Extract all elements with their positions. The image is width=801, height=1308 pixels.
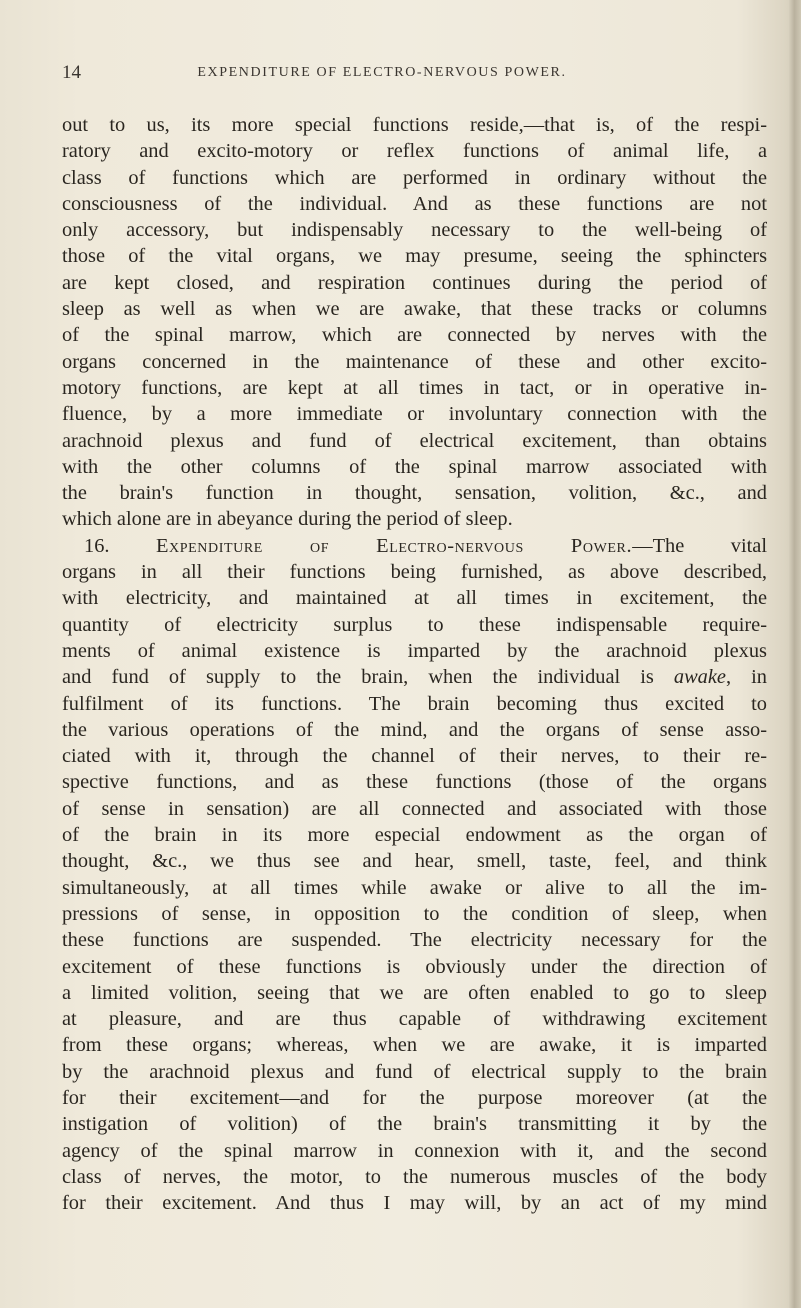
text-line: agency of the spinal marrow in connexion with it, and the second <box>62 1139 767 1162</box>
italic-word: awake <box>673 666 726 689</box>
text-line: spective functions, and as these functions (those of the organs <box>62 771 767 794</box>
text-line: motory functions, are kept at all times in tact, or in operative in- <box>62 376 767 399</box>
text-line: organs in all their functions being furnished, as above described, <box>62 561 767 584</box>
section-heading-line <box>62 533 767 559</box>
body-text <box>62 112 767 1216</box>
text-line: the various operations of the mind, and the organs of sense asso- <box>62 718 767 741</box>
text-line: ciated with it, through the channel of their nerves, to their re- <box>62 745 767 768</box>
text-line: the brain's function in thought, sensation, volition, &c., and <box>62 482 767 505</box>
text-line: thought, &c., we thus see and hear, smell, taste, feel, and think <box>62 850 767 873</box>
text-line: those of the vital organs, we may presume, seeing the sphincters <box>62 245 767 268</box>
page-edge <box>789 0 801 1308</box>
text-line: these functions are suspended. The electricity necessary for the <box>62 929 767 952</box>
text-line: class of functions which are performed in ordinary without the <box>62 166 767 189</box>
text-line: of the brain in its more especial endowment as the organ of <box>62 824 767 847</box>
text-line: out to us, its more special functions reside,—that is, of the respi- <box>62 114 767 136</box>
text-line: consciousness of the individual. And as these functions are not <box>62 192 767 215</box>
running-head <box>62 62 742 86</box>
section-heading-rest: —The vital <box>632 534 767 557</box>
text-line: for their excitement. And thus I may will, by an act of my mind <box>62 1192 767 1215</box>
running-title: EXPENDITURE OF ELECTRO-NERVOUS POWER. <box>197 65 567 80</box>
text-line: only accessory, but indispensably necessary to the well-being of <box>62 219 767 242</box>
text-segment: , in <box>725 666 767 689</box>
text-line: with the other columns of the spinal marrow associated with <box>62 455 767 478</box>
text-line: with electricity, and maintained at all times in excitement, the <box>62 587 767 610</box>
text-line: by the arachnoid plexus and fund of electrical supply to the brain <box>62 1060 767 1083</box>
text-line: at pleasure, and are thus capable of withdrawing excitement <box>62 1008 767 1031</box>
text-line: organs concerned in the maintenance of these and other excito- <box>62 350 767 373</box>
text-line: for their excitement—and for the purpose moreover (at the <box>62 1086 767 1109</box>
text-line: sleep as well as when we are awake, that these tracks or columns <box>62 298 767 321</box>
text-line: a limited volition, seeing that we are often enabled to go to sleep <box>62 981 767 1004</box>
section-number: 16. <box>84 534 110 557</box>
text-line: ratory and excito-motory or reflex functions of animal life, a <box>62 140 767 163</box>
text-line: are kept closed, and respiration continues during the period of <box>62 271 767 294</box>
text-line: of sense in sensation) are all connected and associated with those <box>62 797 767 820</box>
text-line: excitement of these functions is obviously under the direction of <box>62 955 767 978</box>
text-line: ments of animal existence is imparted by the arachnoid plexus <box>62 639 767 662</box>
page-number: 14 <box>62 62 81 83</box>
text-segment: and fund of supply to the brain, when the individual is <box>62 666 674 689</box>
text-line: simultaneously, at all times while awake or alive to all the im- <box>62 876 767 899</box>
text-line: pressions of sense, in opposition to the condition of sleep, when <box>62 902 767 925</box>
text-line: from these organs; whereas, when we are awake, it is imparted <box>62 1034 767 1057</box>
text-line: fluence, by a more immediate or involuntary connection with the <box>62 403 767 426</box>
text-line: fulfilment of its functions. The brain becoming thus excited to <box>62 692 767 715</box>
text-line: arachnoid plexus and fund of electrical excitement, than obtains <box>62 429 767 452</box>
text-line: quantity of electricity surplus to these indispensable require- <box>62 613 767 636</box>
section-heading: Expenditure of Electro-nervous Power. <box>155 534 633 557</box>
text-line: class of nerves, the motor, to the numerous muscles of the body <box>62 1165 767 1188</box>
text-line-awake <box>62 664 767 690</box>
text-line: instigation of volition) of the brain's transmitting it by the <box>62 1113 767 1136</box>
text-line: which alone are in abeyance during the period of sleep. <box>62 508 513 531</box>
text-line: of the spinal marrow, which are connected by nerves with the <box>62 324 767 347</box>
